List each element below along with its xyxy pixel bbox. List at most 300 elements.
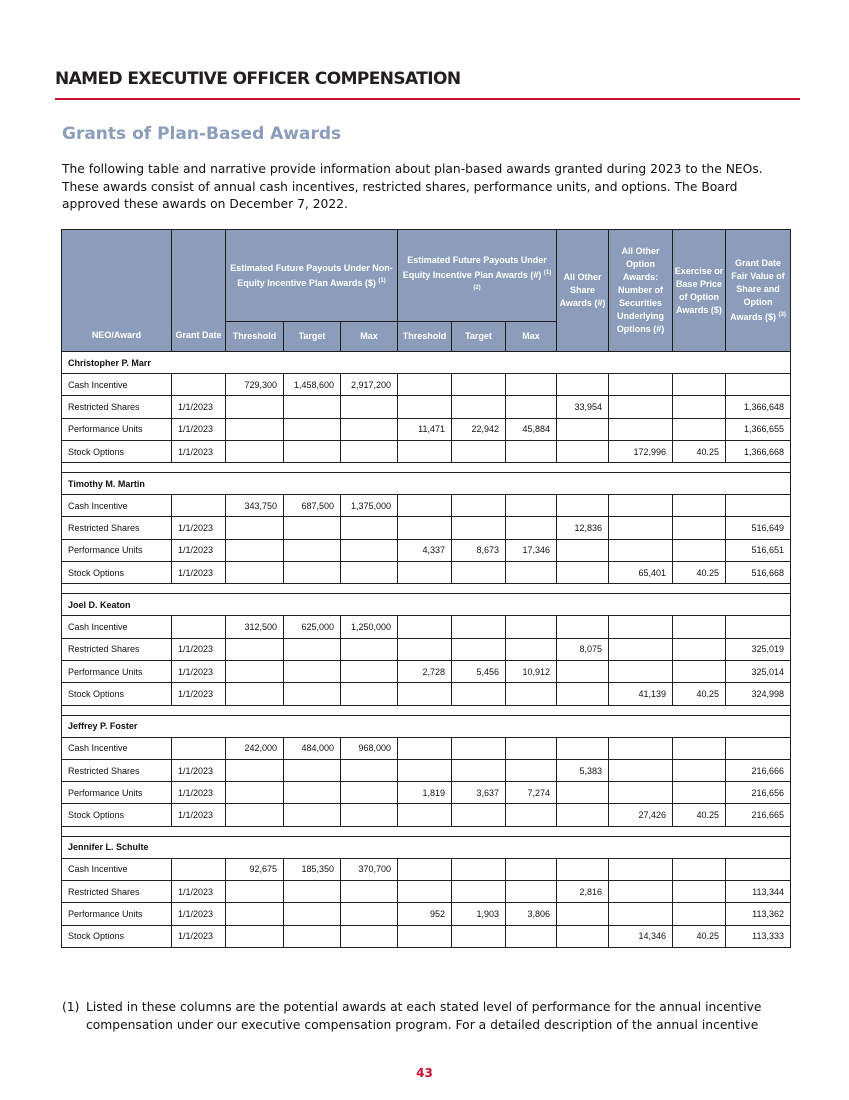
cell-ne-max [341, 881, 398, 903]
cell-ne-threshold [226, 804, 284, 826]
cell-e-target: 5,456 [452, 660, 506, 682]
cell-ne-threshold [226, 517, 284, 539]
cell-e-threshold [398, 396, 452, 418]
cell-exercise-price: 40.25 [673, 683, 726, 705]
cell-ne-threshold [226, 660, 284, 682]
cell-share-awards: 33,954 [557, 396, 609, 418]
cell-award: Stock Options [62, 562, 172, 584]
cell-award: Stock Options [62, 804, 172, 826]
cell-e-target [452, 616, 506, 638]
cell-ne-threshold [226, 440, 284, 462]
cell-fair-value: 324,998 [726, 683, 791, 705]
cell-ne-max [341, 440, 398, 462]
cell-e-max [506, 881, 557, 903]
cell-e-target [452, 759, 506, 781]
cell-ne-threshold: 312,500 [226, 616, 284, 638]
group-spacer [62, 463, 791, 473]
cell-e-max: 17,346 [506, 539, 557, 561]
executive-name: Joel D. Keaton [62, 594, 791, 616]
cell-ne-max: 968,000 [341, 737, 398, 759]
spacer-cell [62, 584, 791, 594]
cell-fair-value: 516,668 [726, 562, 791, 584]
cell-e-target [452, 737, 506, 759]
cell-award: Performance Units [62, 782, 172, 804]
cell-ne-max: 1,375,000 [341, 495, 398, 517]
cell-e-target [452, 881, 506, 903]
cell-award: Performance Units [62, 418, 172, 440]
cell-e-target [452, 638, 506, 660]
cell-ne-target [284, 539, 341, 561]
cell-ne-threshold: 242,000 [226, 737, 284, 759]
cell-e-threshold [398, 737, 452, 759]
cell-award: Cash Incentive [62, 616, 172, 638]
cell-option-awards [609, 495, 673, 517]
cell-ne-threshold [226, 782, 284, 804]
spacer-cell [62, 826, 791, 836]
cell-share-awards [557, 562, 609, 584]
cell-option-awards [609, 374, 673, 396]
cell-exercise-price [673, 660, 726, 682]
cell-option-awards [609, 638, 673, 660]
cell-e-max: 7,274 [506, 782, 557, 804]
group-spacer [62, 705, 791, 715]
table-row [62, 759, 791, 781]
page-number: 43 [416, 1066, 433, 1080]
cell-e-threshold [398, 683, 452, 705]
cell-share-awards [557, 440, 609, 462]
cell-ne-target [284, 562, 341, 584]
table-row [62, 495, 791, 517]
cell-e-max [506, 759, 557, 781]
cell-e-max [506, 440, 557, 462]
executive-name-row [62, 836, 791, 858]
cell-award: Restricted Shares [62, 396, 172, 418]
cell-option-awards: 41,139 [609, 683, 673, 705]
cell-fair-value: 113,333 [726, 925, 791, 947]
cell-e-threshold [398, 374, 452, 396]
cell-e-threshold [398, 562, 452, 584]
cell-exercise-price [673, 782, 726, 804]
header-ne-threshold: Threshold [226, 322, 284, 352]
header-grant-date: Grant Date [172, 230, 226, 352]
cell-grant-date: 1/1/2023 [172, 396, 226, 418]
cell-e-max [506, 495, 557, 517]
executive-name-row [62, 715, 791, 737]
cell-grant-date: 1/1/2023 [172, 881, 226, 903]
cell-option-awards [609, 759, 673, 781]
cell-ne-max: 370,700 [341, 858, 398, 880]
cell-option-awards [609, 616, 673, 638]
group-spacer [62, 826, 791, 836]
cell-e-max: 3,806 [506, 903, 557, 925]
cell-e-max [506, 683, 557, 705]
header-all-other-share: All Other Share Awards (#) [557, 230, 609, 352]
cell-e-max [506, 396, 557, 418]
cell-award: Cash Incentive [62, 737, 172, 759]
cell-e-target [452, 517, 506, 539]
cell-option-awards [609, 396, 673, 418]
cell-exercise-price: 40.25 [673, 562, 726, 584]
cell-e-max [506, 562, 557, 584]
cell-ne-target [284, 418, 341, 440]
cell-award: Performance Units [62, 903, 172, 925]
cell-e-max [506, 374, 557, 396]
cell-e-target [452, 440, 506, 462]
cell-ne-target: 625,000 [284, 616, 341, 638]
cell-ne-threshold [226, 539, 284, 561]
cell-e-threshold: 1,819 [398, 782, 452, 804]
cell-option-awards [609, 737, 673, 759]
cell-e-target [452, 683, 506, 705]
sub-title: Grants of Plan-Based Awards [62, 124, 342, 144]
cell-share-awards: 5,383 [557, 759, 609, 781]
table-row [62, 737, 791, 759]
cell-exercise-price: 40.25 [673, 440, 726, 462]
cell-ne-threshold [226, 759, 284, 781]
cell-ne-max [341, 660, 398, 682]
cell-fair-value [726, 616, 791, 638]
intro-paragraph: The following table and narrative provide information about plan-based awards granted during 2023 to the NEOs. These awards consist of annual cash incentives, restricted shares, performance units, and options. The Board approved these awards on December 7, 2022. [62, 162, 763, 211]
cell-fair-value [726, 374, 791, 396]
cell-e-target [452, 804, 506, 826]
cell-share-awards [557, 495, 609, 517]
cell-ne-threshold [226, 396, 284, 418]
cell-award: Stock Options [62, 440, 172, 462]
cell-e-threshold: 952 [398, 903, 452, 925]
table-body [62, 352, 791, 948]
cell-share-awards [557, 903, 609, 925]
cell-grant-date: 1/1/2023 [172, 759, 226, 781]
cell-e-max [506, 925, 557, 947]
cell-fair-value: 113,362 [726, 903, 791, 925]
cell-grant-date: 1/1/2023 [172, 562, 226, 584]
table-row [62, 374, 791, 396]
header-ne-target: Target [284, 322, 341, 352]
cell-ne-threshold [226, 562, 284, 584]
cell-e-target [452, 925, 506, 947]
cell-ne-target [284, 804, 341, 826]
cell-ne-target [284, 638, 341, 660]
cell-e-max [506, 616, 557, 638]
cell-award: Restricted Shares [62, 881, 172, 903]
header-neo-award: NEO/Award [62, 230, 172, 352]
cell-share-awards [557, 660, 609, 682]
cell-award: Cash Incentive [62, 858, 172, 880]
cell-exercise-price [673, 374, 726, 396]
cell-exercise-price [673, 396, 726, 418]
cell-exercise-price [673, 418, 726, 440]
cell-grant-date [172, 858, 226, 880]
table-row [62, 660, 791, 682]
cell-award: Cash Incentive [62, 495, 172, 517]
executive-name-row [62, 594, 791, 616]
cell-ne-target [284, 396, 341, 418]
cell-grant-date [172, 374, 226, 396]
cell-grant-date [172, 495, 226, 517]
cell-share-awards [557, 683, 609, 705]
cell-exercise-price: 40.25 [673, 804, 726, 826]
cell-fair-value: 1,366,668 [726, 440, 791, 462]
cell-exercise-price [673, 759, 726, 781]
cell-ne-target [284, 925, 341, 947]
cell-e-max: 45,884 [506, 418, 557, 440]
cell-e-max [506, 804, 557, 826]
cell-grant-date: 1/1/2023 [172, 660, 226, 682]
cell-award: Performance Units [62, 660, 172, 682]
header-e-max: Max [506, 322, 557, 352]
cell-ne-threshold [226, 903, 284, 925]
cell-e-threshold [398, 517, 452, 539]
cell-e-target [452, 562, 506, 584]
table-row [62, 418, 791, 440]
cell-ne-max [341, 562, 398, 584]
cell-award: Restricted Shares [62, 517, 172, 539]
cell-ne-max [341, 782, 398, 804]
cell-share-awards [557, 858, 609, 880]
grants-table [61, 229, 791, 948]
cell-option-awards [609, 782, 673, 804]
cell-e-target [452, 858, 506, 880]
table-row [62, 562, 791, 584]
cell-e-threshold [398, 495, 452, 517]
header-e-threshold: Threshold [398, 322, 452, 352]
cell-e-threshold [398, 881, 452, 903]
cell-grant-date: 1/1/2023 [172, 903, 226, 925]
cell-share-awards [557, 374, 609, 396]
cell-award: Stock Options [62, 925, 172, 947]
cell-ne-threshold: 729,300 [226, 374, 284, 396]
cell-fair-value [726, 495, 791, 517]
executive-name: Timothy M. Martin [62, 473, 791, 495]
table-row [62, 517, 791, 539]
executive-name-row [62, 352, 791, 374]
cell-ne-threshold [226, 683, 284, 705]
cell-ne-max [341, 638, 398, 660]
cell-e-target [452, 374, 506, 396]
cell-grant-date [172, 737, 226, 759]
cell-ne-target [284, 903, 341, 925]
cell-option-awards: 172,996 [609, 440, 673, 462]
cell-grant-date: 1/1/2023 [172, 683, 226, 705]
section-title: NAMED EXECUTIVE OFFICER COMPENSATION [55, 69, 461, 89]
cell-e-threshold [398, 616, 452, 638]
cell-e-max [506, 517, 557, 539]
cell-ne-threshold: 92,675 [226, 858, 284, 880]
cell-ne-threshold [226, 418, 284, 440]
header-exercise-price: Exercise or Base Price of Option Awards ($) [673, 230, 726, 352]
cell-ne-max [341, 683, 398, 705]
cell-option-awards [609, 418, 673, 440]
cell-ne-max [341, 925, 398, 947]
executive-name: Christopher P. Marr [62, 352, 791, 374]
cell-share-awards: 8,075 [557, 638, 609, 660]
executive-name-row [62, 473, 791, 495]
cell-exercise-price [673, 737, 726, 759]
cell-ne-threshold [226, 881, 284, 903]
header-ne-max: Max [341, 322, 398, 352]
cell-e-threshold [398, 804, 452, 826]
cell-share-awards [557, 925, 609, 947]
cell-e-threshold [398, 858, 452, 880]
cell-e-max [506, 638, 557, 660]
cell-award: Restricted Shares [62, 759, 172, 781]
cell-option-awards: 14,346 [609, 925, 673, 947]
cell-exercise-price [673, 903, 726, 925]
executive-name: Jennifer L. Schulte [62, 836, 791, 858]
cell-ne-max: 1,250,000 [341, 616, 398, 638]
cell-e-threshold: 4,337 [398, 539, 452, 561]
cell-fair-value: 325,019 [726, 638, 791, 660]
cell-ne-target [284, 782, 341, 804]
cell-share-awards [557, 804, 609, 826]
section-divider [55, 98, 800, 100]
footnote-text: Listed in these columns are the potential awards at each stated level of performance for the annual incentive compensation under our executive compensation program. For a detailed description of the annual incentive [86, 1000, 762, 1032]
cell-fair-value [726, 858, 791, 880]
cell-e-max [506, 858, 557, 880]
spacer-cell [62, 463, 791, 473]
cell-e-threshold [398, 440, 452, 462]
table-header [62, 230, 791, 352]
cell-exercise-price [673, 495, 726, 517]
cell-ne-threshold [226, 925, 284, 947]
cell-exercise-price [673, 881, 726, 903]
cell-ne-target [284, 881, 341, 903]
cell-option-awards [609, 858, 673, 880]
cell-grant-date: 1/1/2023 [172, 804, 226, 826]
cell-share-awards [557, 782, 609, 804]
cell-grant-date: 1/1/2023 [172, 539, 226, 561]
cell-fair-value: 1,366,655 [726, 418, 791, 440]
cell-ne-max [341, 759, 398, 781]
section-header [55, 68, 800, 100]
cell-e-max [506, 737, 557, 759]
cell-share-awards [557, 539, 609, 561]
cell-ne-target: 1,458,600 [284, 374, 341, 396]
table-row [62, 903, 791, 925]
cell-fair-value: 216,656 [726, 782, 791, 804]
cell-option-awards [609, 539, 673, 561]
cell-share-awards [557, 737, 609, 759]
cell-ne-target: 687,500 [284, 495, 341, 517]
cell-award: Performance Units [62, 539, 172, 561]
cell-share-awards: 2,816 [557, 881, 609, 903]
cell-ne-target: 185,350 [284, 858, 341, 880]
table-row [62, 440, 791, 462]
cell-ne-threshold: 343,750 [226, 495, 284, 517]
table-row [62, 925, 791, 947]
cell-grant-date: 1/1/2023 [172, 638, 226, 660]
cell-ne-target [284, 759, 341, 781]
cell-ne-max [341, 396, 398, 418]
cell-e-target [452, 396, 506, 418]
header-fair-value: Grant Date Fair Value of Share and Option Awards ($) $^{(3)}$ [726, 230, 791, 352]
cell-e-target [452, 495, 506, 517]
header-all-other-option: All Other Option Awards: Number of Securities Underlying Options (#) [609, 230, 673, 352]
table-row [62, 881, 791, 903]
cell-fair-value: 113,344 [726, 881, 791, 903]
cell-option-awards [609, 517, 673, 539]
cell-ne-target: 484,000 [284, 737, 341, 759]
cell-fair-value: 1,366,648 [726, 396, 791, 418]
cell-option-awards [609, 881, 673, 903]
table-row [62, 782, 791, 804]
cell-fair-value: 516,651 [726, 539, 791, 561]
executive-name: Jeffrey P. Foster [62, 715, 791, 737]
cell-award: Cash Incentive [62, 374, 172, 396]
cell-exercise-price [673, 858, 726, 880]
cell-ne-max [341, 517, 398, 539]
cell-e-threshold: 11,471 [398, 418, 452, 440]
cell-grant-date: 1/1/2023 [172, 782, 226, 804]
cell-exercise-price [673, 517, 726, 539]
cell-grant-date: 1/1/2023 [172, 440, 226, 462]
cell-exercise-price [673, 616, 726, 638]
cell-share-awards: 12,836 [557, 517, 609, 539]
footnote-1 [62, 998, 782, 1034]
cell-e-target: 1,903 [452, 903, 506, 925]
cell-ne-target [284, 660, 341, 682]
cell-fair-value: 216,666 [726, 759, 791, 781]
table-row [62, 858, 791, 880]
cell-option-awards [609, 660, 673, 682]
spacer-cell [62, 705, 791, 715]
cell-e-target: 22,942 [452, 418, 506, 440]
cell-share-awards [557, 616, 609, 638]
table-row [62, 638, 791, 660]
cell-e-threshold: 2,728 [398, 660, 452, 682]
cell-exercise-price [673, 638, 726, 660]
cell-award: Restricted Shares [62, 638, 172, 660]
cell-fair-value: 516,649 [726, 517, 791, 539]
cell-ne-max [341, 418, 398, 440]
cell-grant-date: 1/1/2023 [172, 517, 226, 539]
table-row [62, 539, 791, 561]
cell-ne-max [341, 539, 398, 561]
footnote-number: (1) [62, 1000, 80, 1014]
cell-fair-value: 325,014 [726, 660, 791, 682]
cell-exercise-price [673, 539, 726, 561]
cell-e-target: 3,637 [452, 782, 506, 804]
cell-grant-date [172, 616, 226, 638]
cell-option-awards [609, 903, 673, 925]
cell-fair-value: 216,665 [726, 804, 791, 826]
group-spacer [62, 584, 791, 594]
cell-option-awards: 65,401 [609, 562, 673, 584]
cell-ne-max [341, 903, 398, 925]
cell-option-awards: 27,426 [609, 804, 673, 826]
cell-ne-max: 2,917,200 [341, 374, 398, 396]
cell-ne-target [284, 517, 341, 539]
table-row [62, 804, 791, 826]
cell-e-target: 8,673 [452, 539, 506, 561]
cell-share-awards [557, 418, 609, 440]
cell-fair-value [726, 737, 791, 759]
cell-grant-date: 1/1/2023 [172, 925, 226, 947]
table-row [62, 396, 791, 418]
cell-ne-max [341, 804, 398, 826]
cell-award: Stock Options [62, 683, 172, 705]
cell-ne-threshold [226, 638, 284, 660]
header-equity: Estimated Future Payouts Under Equity Incentive Plan Awards (#) $^{(1) (2)}$ [398, 230, 557, 322]
header-non-equity: Estimated Future Payouts Under Non-Equity Incentive Plan Awards ($) $^{(1)}$ [226, 230, 398, 322]
cell-ne-target [284, 440, 341, 462]
header-e-target: Target [452, 322, 506, 352]
table-row [62, 683, 791, 705]
cell-e-threshold [398, 925, 452, 947]
cell-e-threshold [398, 638, 452, 660]
cell-ne-target [284, 683, 341, 705]
cell-e-max: 10,912 [506, 660, 557, 682]
